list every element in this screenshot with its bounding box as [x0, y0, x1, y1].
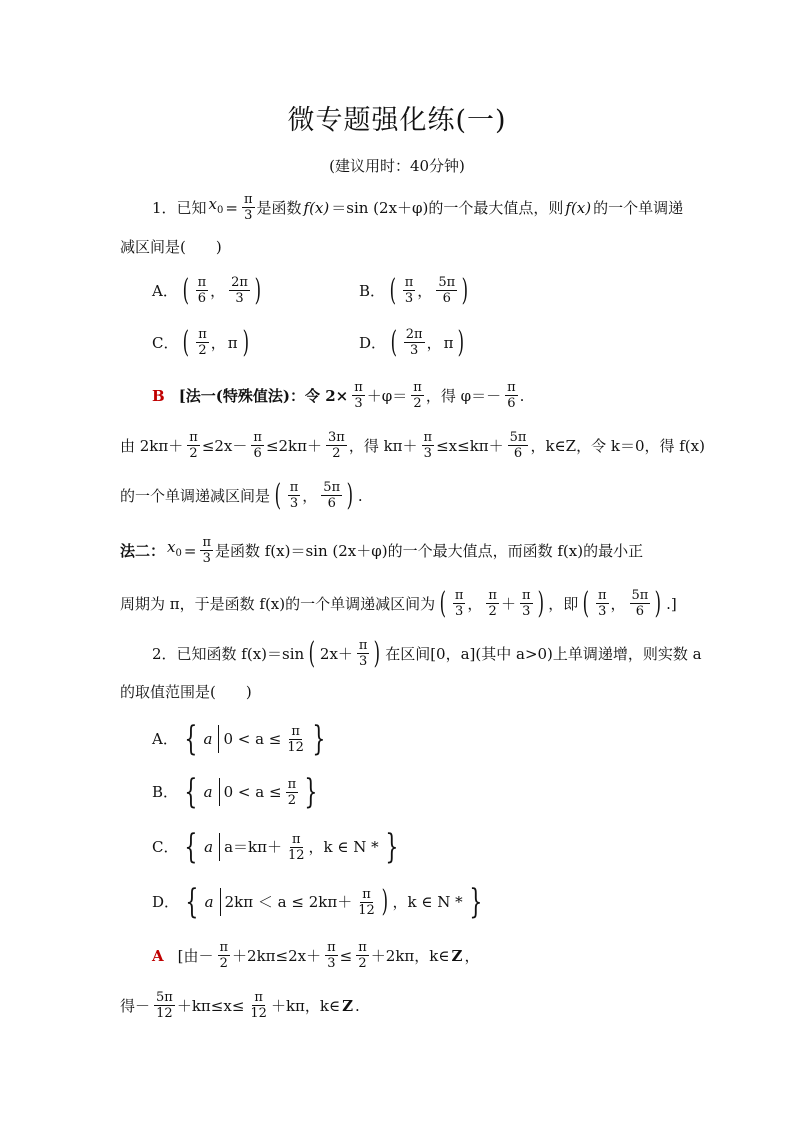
q1-d-frac1: $\frac{2\pi}{3}$	[405, 327, 423, 358]
q1-stem-c: ＝sin (2x＋φ)的一个最大值点，则	[331, 198, 564, 217]
q1-x0: $x_0$	[208, 195, 224, 216]
q1-solution-line3: 的一个单调递减区间是 ( $\frac{\pi}{3}$ ， $\frac{5\pi}{6}$ ) .	[120, 477, 363, 513]
q1-stem-e: 减区间是( )	[120, 238, 222, 256]
q2-solution-line2: 得－ $\frac{5\pi}{12}$ ＋kπ≤x≤ $\frac{\pi}{12}$ ＋kπ，k∈ Z .	[120, 990, 360, 1021]
q1-answer: B	[152, 386, 165, 405]
q2-option-b: B． { a 0 < a ≤ $\frac{\pi}{2}$ }	[152, 772, 318, 812]
q2-stem-line2: 的取值范围是( )	[120, 683, 252, 701]
q1-option-d: D． ( $\frac{2\pi}{3}$ ， π )	[359, 324, 465, 360]
q1-stem-b: 是函数	[256, 198, 302, 217]
page-subtitle: (建议用时：40分钟)	[329, 157, 465, 175]
q1-fx: f(x)	[303, 198, 330, 217]
page-title: 微专题强化练(一)	[287, 105, 507, 136]
q1-b-frac1: $\frac{\pi}{3}$	[404, 275, 414, 306]
q1-stem-line1	[152, 192, 685, 223]
q1-option-c-label: C．	[152, 333, 179, 352]
q1-method2-label: 法二：	[120, 541, 166, 560]
q1-stem-a: 1．已知	[152, 198, 207, 217]
q1-option-c: C． ( $\frac{\pi}{2}$ ， π )	[152, 324, 249, 360]
q1-option-b: B． ( $\frac{\pi}{3}$ ， $\frac{5\pi}{6}$ )	[359, 272, 469, 308]
q2-stem-line1: 2．已知函数 f(x)＝sin ( 2x＋ $\frac{\pi}{3}$ ) 在区间[0，a](其中 a>0)上单调递增，则实数 a	[152, 635, 702, 671]
q2-solution-line1: A [由－ $\frac{\pi}{2}$ ＋2kπ≤2x＋ $\frac{\pi}{3}$ ≤ $\frac{\pi}{2}$ ＋2kπ，k∈ Z ，	[152, 940, 480, 971]
q1-frac-pi-3: $\frac{\pi}{3}$	[243, 192, 253, 223]
q1-option-b-label: B．	[359, 281, 386, 300]
q1-a-frac2: $\frac{2\pi}{3}$	[231, 275, 248, 306]
q2-option-c: C． { a a＝kπ＋ $\frac{\pi}{12}$ ，k ∈ N * }	[152, 827, 398, 867]
q1-option-a: A． ( $\frac{\pi}{6}$ ， $\frac{2\pi}{3}$ )	[152, 272, 262, 308]
q2-option-d: D． { a 2kπ ＜ a ≤ 2kπ＋ $\frac{\pi}{12}$ ) ，k ∈ N * }	[152, 882, 482, 922]
q1-option-d-label: D．	[359, 333, 387, 352]
q1-sol1-head: [法一(特殊值法)：令 2×	[178, 386, 349, 405]
q1-c-frac1: $\frac{\pi}{2}$	[198, 327, 207, 358]
q2-answer: A	[152, 946, 164, 965]
q1-fx-2: f(x)	[565, 198, 592, 217]
q1-stem-d: 的一个单调递	[593, 198, 684, 217]
q1-stem-line2	[120, 237, 224, 257]
q1-eq: =	[225, 198, 238, 217]
q1-a-frac1: $\frac{\pi}{6}$	[197, 275, 207, 306]
q1-solution-line2: 由 2kπ＋ $\frac{\pi}{2}$ ≤2x－ $\frac{\pi}{6}$ ≤2kπ＋ $\frac{3\pi}{2}$ ，得 kπ＋ $\frac{\pi}{3}$ ≤x≤kπ＋ $\frac{5\pi}{6}$ ，k∈Z，令 k＝0，得 f(x)	[120, 430, 705, 461]
q1-method2-line1: 法二： $x_0$ = $\frac{\pi}{3}$ 是函数 f(x)＝sin (2x＋φ)的一个最大值点，而函数 f(x)的最小正	[120, 535, 644, 566]
q2-option-a: A． { a 0 < a ≤ $\frac{\pi}{12}$ }	[152, 719, 326, 759]
q1-method2-line2: 周期为 π，于是函数 f(x)的一个单调递减区间为 ( $\frac{\pi}{3}$ ， $\frac{\pi}{2}$ ＋ $\frac{\pi}{3}$ ) ，即 ( $\frac{\pi}{3}$ ， $\frac{5\pi}{6}$ ) .]	[120, 585, 677, 621]
q1-b-frac2: $\frac{5\pi}{6}$	[438, 275, 456, 306]
q1-solution-line1: B [法一(特殊值法)：令 2× $\frac{\pi}{3}$ ＋φ＝ $\frac{\pi}{2}$ ，得 φ＝－ $\frac{\pi}{6}$ .	[152, 380, 525, 411]
q1-option-a-label: A．	[152, 281, 178, 300]
